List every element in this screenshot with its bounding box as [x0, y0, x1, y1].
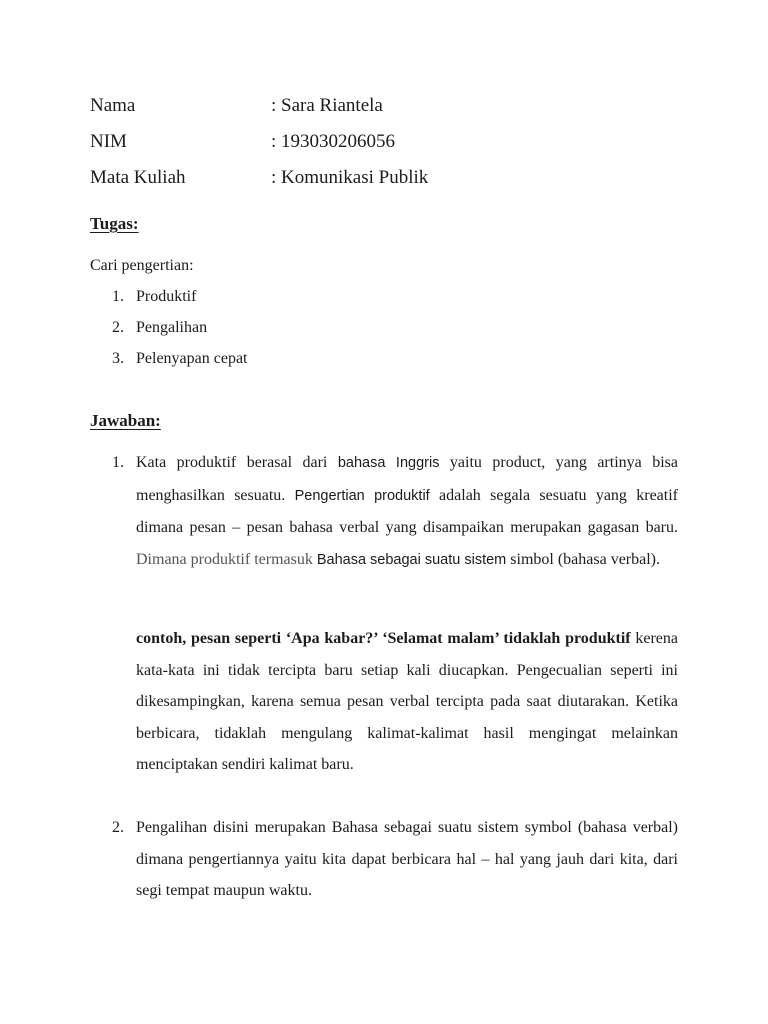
task-item: [112, 349, 248, 369]
task-item-text: Produktif: [136, 288, 197, 305]
task-item: [112, 287, 196, 307]
task-item-number: 1.: [112, 288, 124, 305]
example-text: kerena kata-kata ini tidak tercipta baru setiap kali diucapkan. Pengecualian seperti ini dikesampingkan, karena semua pesan verbal tercipta pada saat diutarakan. Ketika berbicara, tidaklah mengulang kalimat-kalimat hasil mengingat melainkan menciptakan sendiri kalimat baru.: [136, 630, 678, 773]
answer-2: [112, 812, 678, 907]
example-lead: contoh, pesan seperti ‘Apa kabar?’ ‘Selamat malam’ tidaklah produktif: [136, 630, 631, 647]
task-item-text: Pengalihan: [136, 319, 208, 336]
answer-2-text: Pengalihan disini merupakan Bahasa sebagai suatu sistem symbol (bahasa verbal) dimana pengertiannya yaitu kita dapat berbicara hal – hal yang jauh dari kita, dari segi tempat maupun waktu.: [136, 819, 678, 899]
answer-1-part: simbol (bahasa verbal).: [506, 550, 660, 568]
name-label: Nama: [90, 95, 136, 116]
answer-1-term-sistem: Bahasa sebagai suatu sistem: [316, 551, 507, 568]
answer-1-term-inggris: bahasa Inggris: [337, 455, 440, 471]
answer-1-part: Kata produktif berasal dari: [136, 454, 338, 471]
nim-label: NIM: [90, 131, 127, 152]
answer-1-example: [136, 623, 678, 781]
task-item-text: Pelenyapan cepat: [136, 350, 248, 367]
course-value: : Komunikasi Publik: [271, 167, 429, 188]
answer-1-text: [136, 447, 678, 576]
answer-1: [112, 447, 678, 576]
answer-1-term-pengertian: Pengertian produktif: [294, 487, 430, 504]
task-item-number: 2.: [112, 319, 124, 336]
answer-2-number: 2.: [112, 819, 124, 836]
task-heading: Tugas:: [90, 214, 139, 233]
answer-1-part: adalah segala sesuatu yang kreatif dimana pesan – pesan bahasa verbal yang disampaikan merupakan gagasan baru.: [136, 486, 678, 536]
course-row: [90, 167, 428, 189]
answer-1-part: yaitu product, yang artinya bisa menghasilkan sesuatu.: [136, 454, 678, 504]
name-row: [90, 95, 383, 117]
nim-row: [90, 131, 395, 153]
answer-1-part: Dimana produktif termasuk: [136, 550, 313, 568]
answers-heading: Jawaban:: [90, 411, 161, 430]
task-item-number: 3.: [112, 350, 124, 367]
name-value: : Sara Riantela: [271, 95, 383, 116]
task-item: [112, 318, 207, 338]
course-label: Mata Kuliah: [90, 167, 186, 188]
task-intro: Cari pengertian:: [90, 257, 194, 274]
answer-1-number: 1.: [112, 454, 124, 471]
nim-value: : 193030206056: [271, 131, 396, 152]
